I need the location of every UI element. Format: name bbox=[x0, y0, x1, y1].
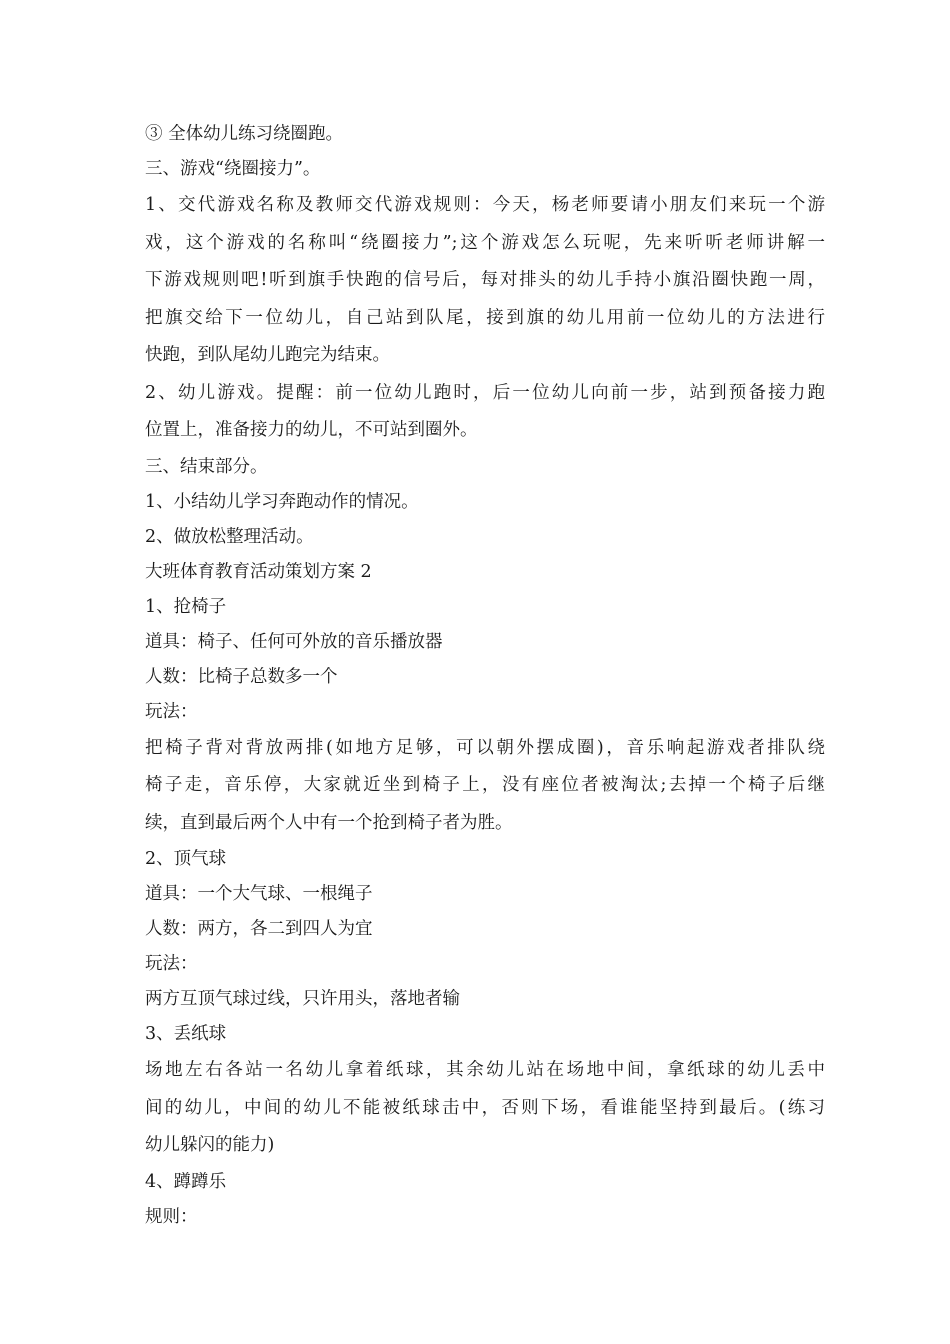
text-line: 大班体育教育活动策划方案 2 bbox=[145, 561, 372, 582]
text-line: 规则： bbox=[145, 1206, 198, 1227]
text-line: 3、丢纸球 bbox=[145, 1024, 227, 1044]
text-line: 1、抢椅子 bbox=[145, 596, 227, 617]
text-line: 玩法： bbox=[145, 954, 198, 974]
text-line: 道具：椅子、任何可外放的音乐播放器 bbox=[145, 631, 443, 652]
text-line: 两方互顶气球过线，只许用头，落地者输 bbox=[145, 989, 460, 1009]
text-line: 把旗交给下一位幼儿，自己站到队尾，接到旗的幼儿用前一位幼儿的方法进行 bbox=[145, 307, 825, 328]
text-line: 1、小结幼儿学习奔跑动作的情况。 bbox=[145, 491, 419, 512]
text-line: 幼儿躲闪的能力) bbox=[145, 1135, 275, 1155]
text-line: 位置上，准备接力的幼儿，不可站到圈外。 bbox=[145, 420, 478, 440]
text-line: 间的幼儿，中间的幼儿不能被纸球击中，否则下场，看谁能坚持到最后。(练习 bbox=[145, 1097, 825, 1118]
document-body bbox=[145, 117, 825, 1235]
text-line: 2、做放松整理活动。 bbox=[145, 526, 314, 547]
text-line: 三、游戏“绕圈接力”。 bbox=[145, 159, 321, 179]
text-line: 戏，这个游戏的名称叫“绕圈接力”;这个游戏怎么玩呢，先来听听老师讲解一 bbox=[145, 232, 825, 253]
text-line: 场地左右各站一名幼儿拿着纸球，其余幼儿站在场地中间，拿纸球的幼儿丢中 bbox=[145, 1060, 825, 1080]
text-line: 人数：两方，各二到四人为宜 bbox=[145, 919, 373, 939]
text-line: 2、幼儿游戏。提醒：前一位幼儿跑时，后一位幼儿向前一步，站到预备接力跑 bbox=[145, 382, 825, 403]
text-line: 续，直到最后两个人中有一个抢到椅子者为胜。 bbox=[145, 812, 513, 833]
text-line: 道具：一个大气球、一根绳子 bbox=[145, 884, 373, 904]
text-line: ③ 全体幼儿练习绕圈跑。 bbox=[145, 124, 344, 144]
text-line: 下游戏规则吧!听到旗手快跑的信号后，每对排头的幼儿手持小旗沿圈快跑一周， bbox=[145, 270, 825, 290]
text-line: 椅子走，音乐停，大家就近坐到椅子上，没有座位者被淘汰;去掉一个椅子后继 bbox=[145, 775, 825, 795]
text-line: 人数：比椅子总数多一个 bbox=[145, 666, 338, 687]
text-line: 4、蹲蹲乐 bbox=[145, 1171, 227, 1192]
text-line: 1、交代游戏名称及教师交代游戏规则：今天，杨老师要请小朋友们来玩一个游 bbox=[145, 195, 825, 215]
text-line: 快跑，到队尾幼儿跑完为结束。 bbox=[145, 345, 390, 365]
text-line: 2、顶气球 bbox=[145, 849, 227, 869]
text-line: 三、结束部分。 bbox=[145, 456, 268, 477]
text-line: 把椅子背对背放两排(如地方足够，可以朝外摆成圈)，音乐响起游戏者排队绕 bbox=[145, 737, 825, 758]
text-line: 玩法： bbox=[145, 701, 198, 722]
